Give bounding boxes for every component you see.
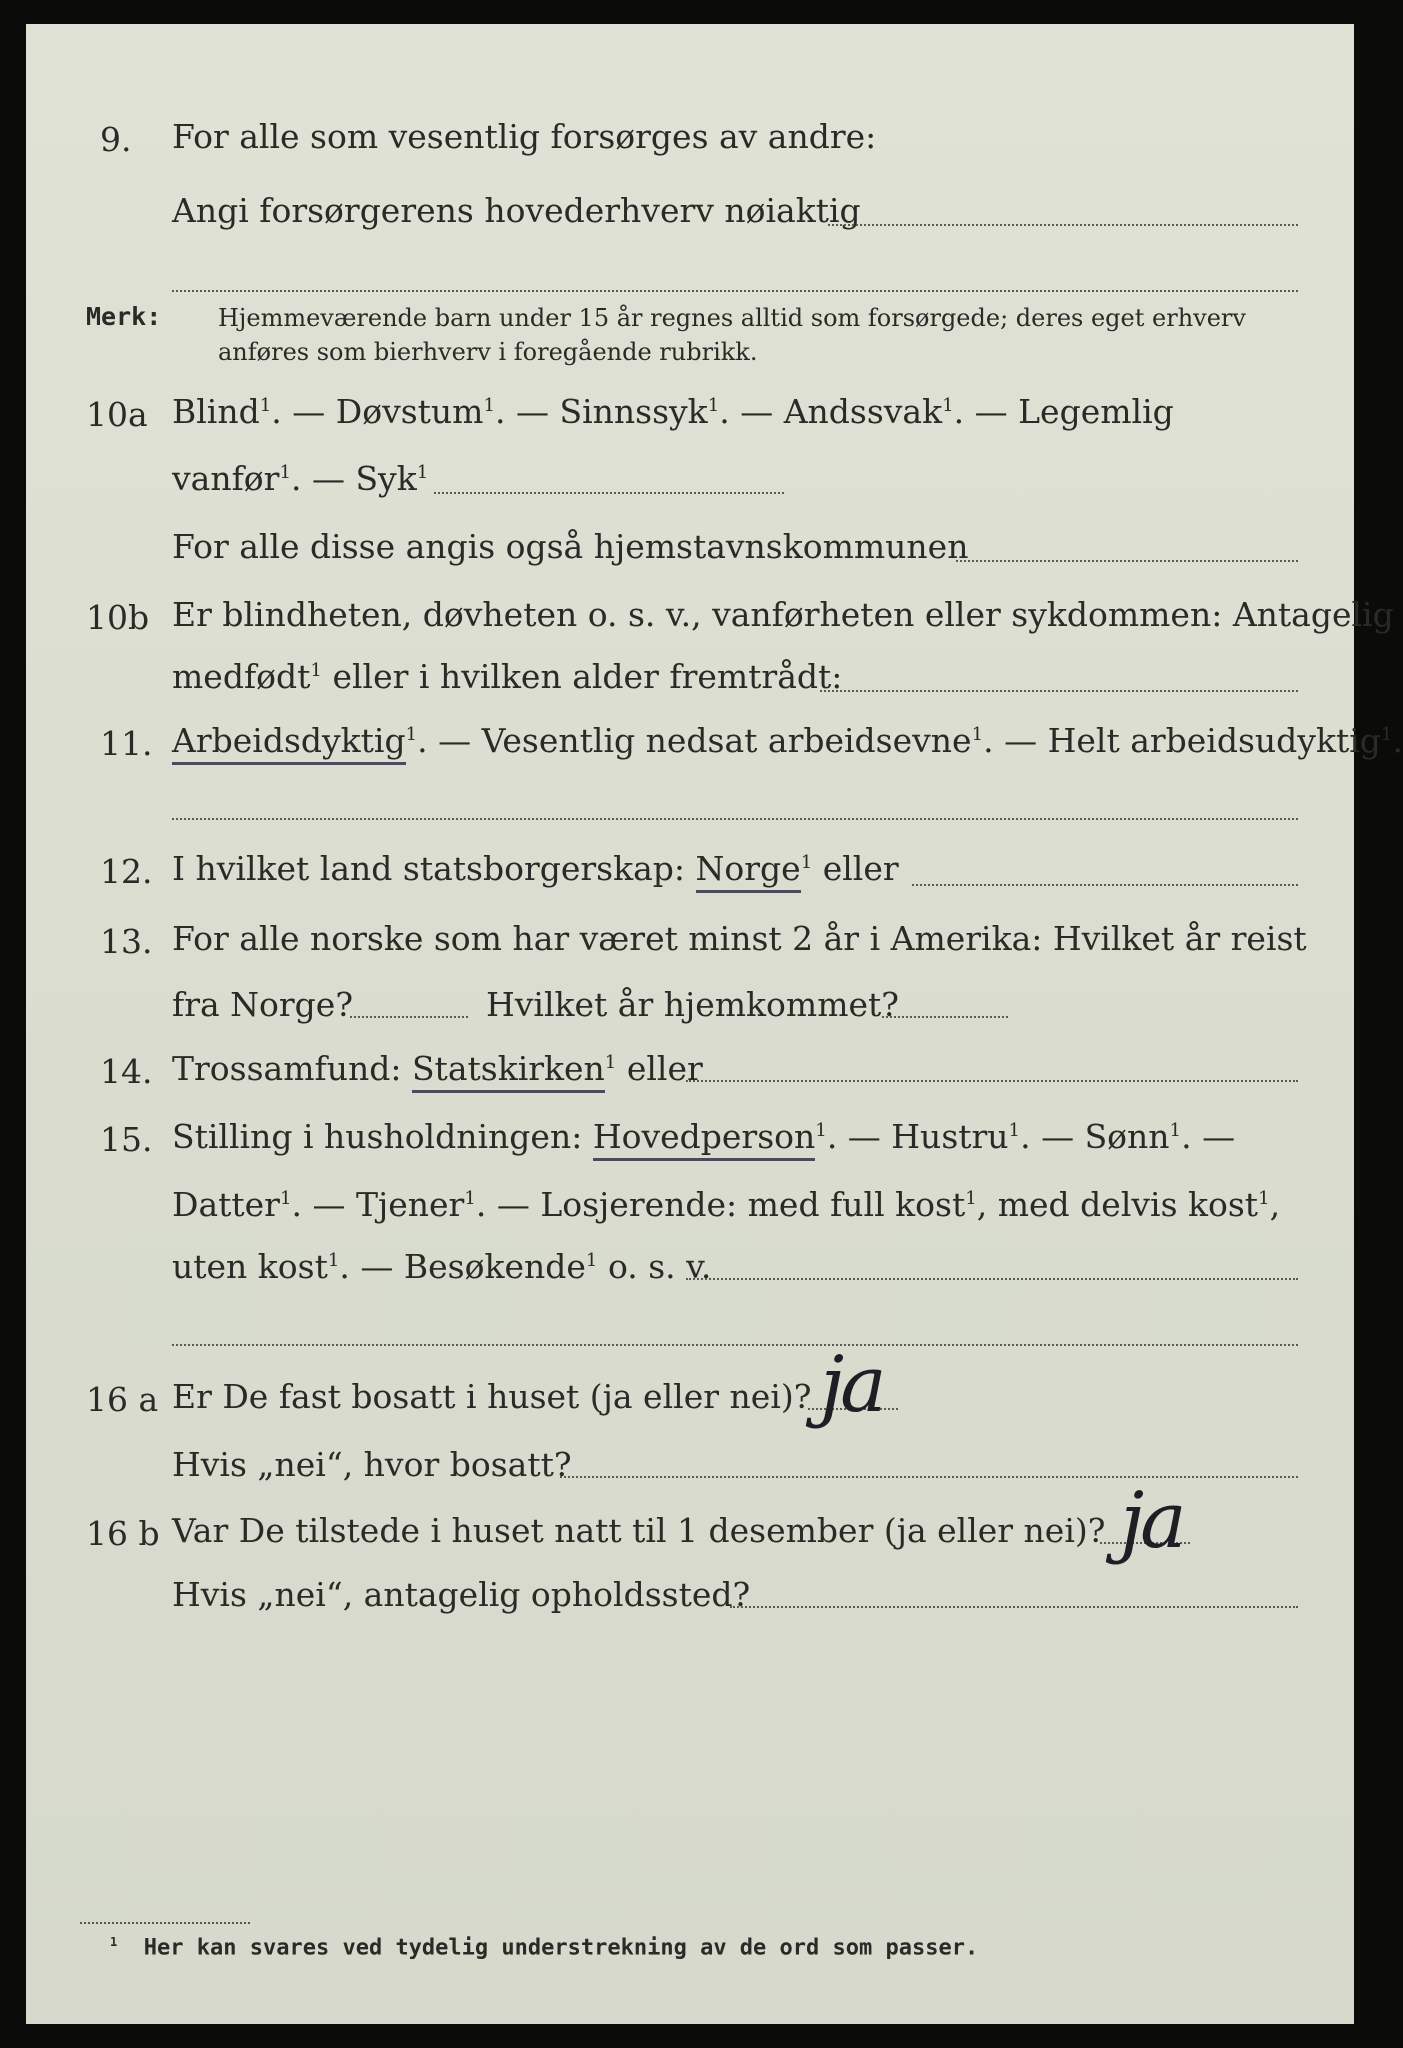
q16b-number: 16 b [86,1514,160,1553]
q15-line2: Datter$^1$. — Tjener$^1$. — Losjerende: med full kost$^1$, med delvis kost$^1$, [172,1185,1281,1224]
merk-label: Merk: [86,302,162,331]
q15-line3: uten kost$^1$. — Besøkende$^1$ o. s. v. [172,1247,712,1286]
q16a-number: 16 a [86,1380,159,1419]
q10b-fill-line [820,690,1298,692]
q16b-line1: Var De tilstede i huset natt til 1 desember (ja eller nei)? [172,1511,1106,1550]
q10a-number: 10a [86,395,148,434]
q10b-line1: Er blindheten, døvheten o. s. v., vanførheten eller sykdommen: Antagelig [172,595,1394,634]
q9-number: 9. [100,120,132,159]
q9-line2: Angi forsørgerens hovederhverv nøiaktig [172,191,861,230]
q10a-line3: For alle disse angis også hjemstavnskommunen [172,527,969,566]
q10a-fill-line [956,560,1298,562]
q15-fill-line [686,1278,1298,1280]
q16a-handwritten-answer: ja [820,1340,883,1430]
q10a-line1: Blind$^1$. — Døvstum$^1$. — Sinnssyk$^1$. — Andssvak$^1$. — Legemlig [172,392,1174,431]
footnote: $^1$ Her kan svares ved tydelig understrekning av de ord som passer. [110,1935,979,1961]
q16b-handwritten-answer: ja [1120,1476,1183,1566]
q10a-line2: vanfør$^1$. — Syk$^1$ [172,459,429,498]
q15-fill-line-2 [172,1344,1298,1346]
q9-line1: For alle som vesentlig forsørges av andre: [172,117,877,156]
q13-line2a: fra Norge? [172,985,354,1024]
q11-number: 11. [100,724,153,763]
q13-number: 13. [100,922,153,961]
q10b-line2: medfødt$^1$ eller i hvilken alder fremtrådt: [172,657,843,696]
q11-line: Arbeidsdyktig$^1$. — Vesentlig nedsat arbeidsevne$^1$. — Helt arbeidsudyktig$^1$. [172,724,1403,757]
q13-reist-fill-line [350,1016,468,1018]
q15-number: 15. [100,1120,153,1159]
q16a-fill-line [560,1476,1298,1478]
q15-line1: Stilling i husholdningen: Hovedperson$^1$. — Hustru$^1$. — Sønn$^1$. — [172,1120,1235,1153]
q16b-line2: Hvis „nei“, antagelig opholdssted? [172,1575,751,1614]
q16a-line1: Er De fast bosatt i huset (ja eller nei)? [172,1377,812,1416]
q14-line: Trossamfund: Statskirken$^1$ eller [172,1052,703,1085]
q12-answer-underlined: Norge [696,849,801,893]
q13-line1: For alle norske som har været minst 2 år i Amerika: Hvilket år reist [172,919,1307,958]
q10b-number: 10b [86,598,150,637]
q9-fill-line [828,224,1298,226]
q14-fill-line [686,1080,1298,1082]
q11-answer-underlined: Arbeidsdyktig [172,721,406,765]
q9-fill-line-2 [172,290,1298,292]
q14-answer-underlined: Statskirken [412,1049,605,1093]
q16a-line2: Hvis „nei“, hvor bosatt? [172,1445,572,1484]
q13-hjem-fill-line [882,1016,1008,1018]
q12-fill-line [912,884,1298,886]
q11-fill-line [172,818,1298,820]
q12-line: I hvilket land statsborgerskap: Norge$^1$ eller [172,852,899,885]
q14-number: 14. [100,1052,153,1091]
merk-line1: Hjemmeværende barn under 15 år regnes alltid som forsørgede; deres eget erhverv [218,304,1246,332]
q10a-syk-fill-line [434,492,784,494]
footnote-rule [80,1922,250,1924]
q15-answer-underlined: Hovedperson [593,1117,815,1161]
q12-number: 12. [100,852,153,891]
q13-line2b: Hvilket år hjemkommet? [486,985,899,1024]
merk-line2: anføres som bierhverv i foregående rubrikk. [218,338,758,366]
q16b-fill-line [730,1606,1298,1608]
